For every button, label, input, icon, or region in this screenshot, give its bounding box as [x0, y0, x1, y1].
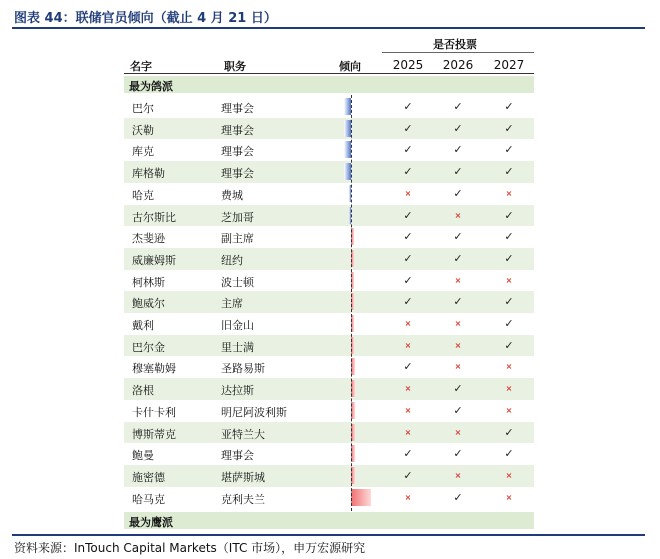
- vote-yes-icon-2027: ✓: [504, 208, 514, 222]
- vote-yes-icon-2025: ✓: [403, 251, 413, 265]
- table-row: [124, 226, 534, 248]
- dovish-lean-bar: [344, 163, 351, 180]
- vote-no-icon-2025: ×: [404, 492, 412, 502]
- figure-title: 图表 44：联储官员倾向（截止 4 月 21 日）: [14, 11, 277, 26]
- official-position: 纽约: [221, 253, 243, 267]
- vote-no-icon-2025: ×: [404, 405, 412, 415]
- official-name: 哈克: [132, 188, 154, 202]
- vote-yes-icon-2027: ✓: [504, 100, 514, 113]
- vote-yes-icon-2027: ✓: [504, 121, 514, 135]
- group-most-dovish-label: 最为鸽派: [129, 80, 173, 93]
- table-row: [124, 465, 534, 487]
- official-name: 杰斐逊: [132, 232, 165, 246]
- dovish-lean-bar: [344, 98, 351, 115]
- official-name: 洛根: [132, 384, 154, 398]
- table-row: [124, 487, 534, 509]
- vote-no-icon-2026: ×: [454, 319, 462, 328]
- official-position: 达拉斯: [221, 384, 254, 398]
- col-header-position: 职务: [224, 60, 246, 73]
- official-position: 圣路易斯: [221, 362, 265, 376]
- vote-header: 是否投票: [433, 38, 477, 51]
- table-row: [124, 313, 534, 335]
- col-header-2026: 2026: [442, 58, 474, 72]
- official-position: 波士顿: [221, 275, 254, 289]
- official-position: 里士满: [221, 340, 254, 354]
- official-position: 理事会: [221, 123, 254, 137]
- vote-yes-icon-2027: ✓: [504, 317, 514, 330]
- vote-yes-icon-2025: ✓: [403, 447, 413, 461]
- col-header-lean: 倾向: [339, 60, 361, 73]
- table-row: [124, 400, 534, 422]
- official-name: 库克: [132, 145, 154, 159]
- vote-yes-icon-2025: ✓: [403, 273, 413, 287]
- official-name: 沃勒: [132, 123, 154, 137]
- vote-yes-icon-2027: ✓: [504, 165, 514, 179]
- group-most-hawkish-label: 最为鹰派: [129, 516, 173, 529]
- source-note: 资料来源：InTouch Capital Markets（ITC 市场），申万宏源研究: [14, 541, 366, 555]
- vote-yes-icon-2025: ✓: [403, 295, 413, 309]
- vote-no-icon-2025: ×: [404, 319, 412, 328]
- official-position: 费城: [221, 188, 243, 202]
- vote-yes-icon-2026: ✓: [453, 403, 463, 417]
- vote-header-underline: [382, 52, 534, 53]
- vote-no-icon-2026: ×: [454, 210, 462, 220]
- vote-no-icon-2025: ×: [404, 188, 412, 198]
- dovish-lean-bar: [344, 141, 351, 158]
- table-row: [124, 270, 534, 292]
- table-row: [124, 161, 534, 183]
- official-name: 库格勒: [132, 167, 165, 181]
- table-row: [124, 335, 534, 357]
- vote-yes-icon-2027: ✓: [504, 425, 514, 439]
- vote-no-icon-2026: ×: [454, 340, 462, 350]
- vote-yes-icon-2027: ✓: [504, 251, 514, 265]
- official-name: 鲍威尔: [132, 297, 165, 311]
- official-position: 理事会: [221, 102, 254, 115]
- vote-yes-icon-2027: ✓: [504, 143, 514, 157]
- official-name: 哈马克: [132, 492, 165, 506]
- group-most-hawkish: [124, 512, 534, 529]
- vote-no-icon-2026: ×: [454, 275, 462, 285]
- vote-no-icon-2027: ×: [505, 470, 513, 480]
- vote-yes-icon-2027: ✓: [504, 338, 514, 352]
- vote-yes-icon-2027: ✓: [504, 230, 514, 244]
- official-name: 古尔斯比: [132, 210, 176, 224]
- lean-center-axis: [351, 95, 352, 511]
- official-position: 明尼阿波利斯: [221, 405, 287, 419]
- vote-yes-icon-2025: ✓: [403, 360, 413, 374]
- vote-no-icon-2025: ×: [404, 427, 412, 437]
- table-row: [124, 183, 534, 205]
- vote-yes-icon-2025: ✓: [403, 208, 413, 222]
- official-position: 克利夫兰: [221, 492, 265, 506]
- vote-no-icon-2026: ×: [454, 427, 462, 437]
- official-position: 亚特兰大: [221, 427, 265, 441]
- vote-yes-icon-2025: ✓: [403, 143, 413, 157]
- header-rule: [124, 73, 534, 74]
- vote-yes-icon-2025: ✓: [403, 100, 413, 113]
- vote-no-icon-2027: ×: [505, 362, 513, 372]
- vote-no-icon-2027: ×: [505, 275, 513, 285]
- vote-yes-icon-2026: ✓: [453, 143, 463, 157]
- official-name: 博斯蒂克: [132, 427, 176, 441]
- vote-no-icon-2027: ×: [505, 492, 513, 502]
- official-position: 理事会: [221, 167, 254, 181]
- vote-yes-icon-2027: ✓: [504, 447, 514, 461]
- table-row: [124, 248, 534, 270]
- vote-yes-icon-2026: ✓: [453, 490, 463, 504]
- official-position: 理事会: [221, 449, 254, 463]
- vote-yes-icon-2026: ✓: [453, 447, 463, 461]
- official-position: 副主席: [221, 232, 254, 246]
- vote-no-icon-2027: ×: [505, 188, 513, 198]
- official-name: 施密德: [132, 470, 165, 484]
- dovish-lean-bar: [344, 120, 351, 137]
- vote-yes-icon-2025: ✓: [403, 230, 413, 244]
- table-row: [124, 422, 534, 444]
- vote-yes-icon-2025: ✓: [403, 468, 413, 482]
- col-header-2025: 2025: [392, 58, 424, 72]
- vote-yes-icon-2026: ✓: [453, 295, 463, 309]
- vote-no-icon-2025: ×: [404, 340, 412, 350]
- vote-no-icon-2027: ×: [505, 405, 513, 415]
- official-name: 巴尔: [132, 102, 154, 115]
- table-row: [124, 378, 534, 400]
- table-row: [124, 96, 534, 118]
- table-row: [124, 205, 534, 227]
- col-header-2027: 2027: [493, 58, 525, 72]
- vote-yes-icon-2026: ✓: [453, 251, 463, 265]
- vote-no-icon-2026: ×: [454, 362, 462, 372]
- vote-yes-icon-2026: ✓: [453, 165, 463, 179]
- vote-yes-icon-2027: ✓: [504, 295, 514, 309]
- vote-yes-icon-2026: ✓: [453, 186, 463, 200]
- official-name: 柯林斯: [132, 275, 165, 289]
- hawkish-lean-bar: [351, 489, 371, 506]
- official-position: 理事会: [221, 145, 254, 159]
- official-name: 威廉姆斯: [132, 253, 176, 267]
- table-row: [124, 356, 534, 378]
- vote-no-icon-2026: ×: [454, 470, 462, 480]
- vote-no-icon-2027: ×: [505, 384, 513, 394]
- vote-yes-icon-2026: ✓: [453, 100, 463, 113]
- vote-yes-icon-2025: ✓: [403, 121, 413, 135]
- official-name: 鲍曼: [132, 449, 154, 463]
- vote-yes-icon-2026: ✓: [453, 121, 463, 135]
- official-name: 穆塞勒姆: [132, 362, 176, 376]
- bottom-rule: [12, 534, 645, 536]
- table-row: [124, 291, 534, 313]
- vote-yes-icon-2026: ✓: [453, 382, 463, 396]
- group-most-dovish: [124, 76, 534, 93]
- official-position: 主席: [221, 297, 243, 311]
- table-row: [124, 139, 534, 161]
- table-row: [124, 443, 534, 465]
- official-position: 堪萨斯城: [221, 470, 265, 484]
- official-name: 戴利: [132, 319, 154, 332]
- vote-no-icon-2025: ×: [404, 384, 412, 394]
- table-row: [124, 118, 534, 140]
- official-name: 巴尔金: [132, 340, 165, 354]
- vote-yes-icon-2026: ✓: [453, 230, 463, 244]
- col-header-name: 名字: [130, 60, 152, 73]
- official-name: 卡什卡利: [132, 405, 176, 419]
- top-rule: [12, 27, 645, 29]
- official-position: 芝加哥: [221, 210, 254, 224]
- official-position: 旧金山: [221, 319, 254, 332]
- vote-yes-icon-2025: ✓: [403, 165, 413, 179]
